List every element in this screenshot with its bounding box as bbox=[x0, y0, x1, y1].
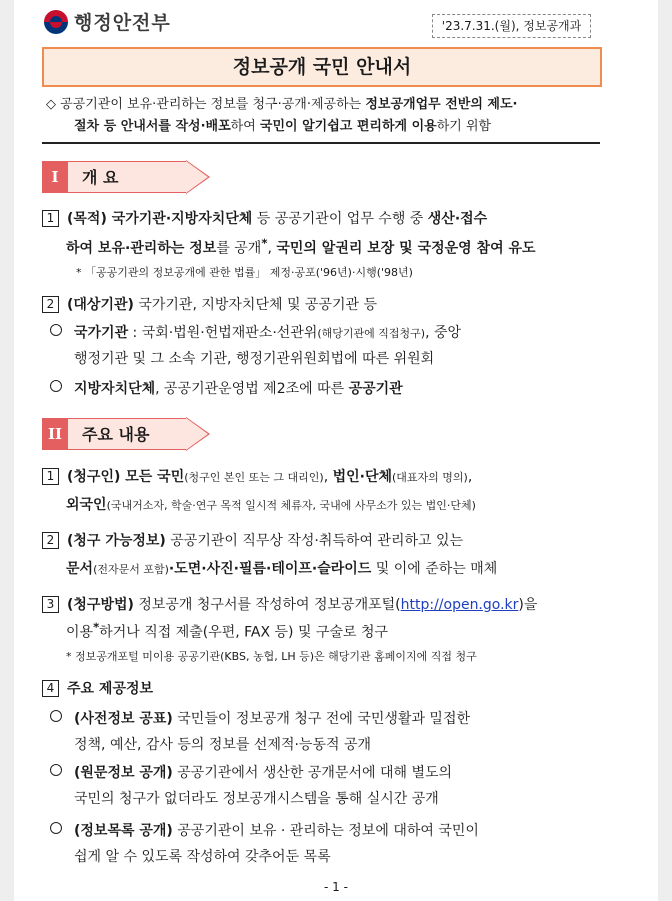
s2-item2-line1: 2 (청구 가능정보) 공공기관이 직무상 작성·취득하여 관리하고 있는 bbox=[42, 530, 463, 550]
page-number: - 1 - bbox=[324, 880, 348, 894]
item-number: 4 bbox=[42, 680, 59, 697]
s2-item1-line2: 외국인(국내거소자, 학술·연구 목적 일시적 체류자, 국내에 사무소가 있는 법인·단체) bbox=[66, 497, 476, 513]
bullet-circle-icon bbox=[50, 324, 62, 336]
bullet-circle-icon bbox=[50, 764, 62, 776]
s2-item4-bullet1: (사전정보 공표) 국민들이 정보공개 청구 전에 국민생활과 밀접한 bbox=[50, 708, 470, 728]
section-2-tag: II bbox=[42, 418, 68, 450]
bullet-circle-icon bbox=[50, 822, 62, 834]
s2-item3-line2: 이용*하거나 직접 제출(우편, FAX 등) 및 구술로 청구 bbox=[66, 620, 389, 641]
bullet-circle-icon bbox=[50, 380, 62, 392]
date-department-box: '23.7.31.(월), 정보공개과 bbox=[432, 14, 591, 38]
s2-item2-line2: 문서(전자문서 포함)·도면·사진·필름·테이프·슬라이드 및 이에 준하는 매체 bbox=[66, 561, 498, 577]
s2-item4-bullet2: (원문정보 공개) 공공기관에서 생산한 공개문서에 대해 별도의 bbox=[50, 762, 452, 782]
item-number: 1 bbox=[42, 468, 59, 485]
page-title: 정보공개 국민 안내서 bbox=[42, 47, 602, 87]
s2-item1-line1: 1 (청구인) 모든 국민(청구인 본인 또는 그 대리인), 법인·단체(대표자의 명의), bbox=[42, 466, 472, 486]
s2-item3-line1: 3 (청구방법) 정보공개 청구서를 작성하여 정보공개포털(http://open.go.kr)을 bbox=[42, 594, 537, 614]
s1-item1-line1: 1 (목적) 국가기관·지방자치단체 등 공공기관이 업무 수행 중 생산·접수 bbox=[42, 208, 487, 228]
bullet-circle-icon bbox=[50, 710, 62, 722]
item-number: 3 bbox=[42, 596, 59, 613]
item-number: 2 bbox=[42, 532, 59, 549]
section-2-title: 주요 내용 bbox=[68, 418, 186, 450]
intro-text: ◇ 공공기관이 보유·관리하는 정보를 청구·공개·제공하는 정보공개업무 전반의 제도· 절차 등 안내서를 작성·배포하여 국민이 알기쉽고 편리하게 이용하기 위함 bbox=[46, 97, 518, 134]
logo-text: 행정안전부 bbox=[74, 12, 171, 34]
s2-item4-bullet1-line2: 정책, 예산, 감사 등의 정보를 선제적·능동적 공개 bbox=[74, 737, 372, 753]
s2-item4-title: 4 주요 제공정보 bbox=[42, 678, 153, 698]
section-1-tag: I bbox=[42, 161, 68, 193]
s1-item2-bullet1-line2: 행정기관 및 그 소속 기관, 행정기관위원회법에 따른 위원회 bbox=[74, 351, 435, 367]
left-margin bbox=[0, 0, 14, 901]
item-number: 2 bbox=[42, 296, 59, 313]
divider bbox=[42, 142, 600, 144]
s2-item4-bullet3-line2: 쉽게 알 수 있도록 작성하여 갖추어둔 목록 bbox=[74, 849, 331, 865]
ministry-logo bbox=[44, 8, 171, 35]
open-portal-link[interactable]: http://open.go.kr bbox=[400, 597, 519, 613]
s1-item1-note: * 「공공기관의 정보공개에 관한 법률」 제정·공포('96년)·시행('98년) bbox=[76, 266, 413, 279]
s2-item3-note: * 정보공개포털 미이용 공공기관(KBS, 농협, LH 등)은 해당기관 홈페이지에 직접 청구 bbox=[66, 650, 477, 663]
taegeuk-icon bbox=[44, 10, 68, 34]
s1-item2-bullet1: 국가기관 : 국회·법원·헌법재판소·선관위(해당기관에 직접청구), 중앙 bbox=[50, 322, 461, 342]
s1-item2-line1: 2 (대상기관) 국가기관, 지방자치단체 및 공공기관 등 bbox=[42, 294, 377, 314]
s1-item2-bullet2: 지방자치단체, 공공기관운영법 제2조에 따른 공공기관 bbox=[50, 378, 403, 398]
s2-item4-bullet3: (정보목록 공개) 공공기관이 보유 · 관리하는 정보에 대하여 국민이 bbox=[50, 820, 479, 840]
right-margin bbox=[658, 0, 672, 901]
section-1-title: 개 요 bbox=[68, 161, 186, 193]
s1-item1-line2: 하여 보유·관리하는 정보를 공개*, 국민의 알권리 보장 및 국정운영 참여 유도 bbox=[66, 236, 536, 257]
s2-item4-bullet2-line2: 국민의 청구가 없더라도 정보공개시스템을 통해 실시간 공개 bbox=[74, 791, 439, 807]
item-number: 1 bbox=[42, 210, 59, 227]
